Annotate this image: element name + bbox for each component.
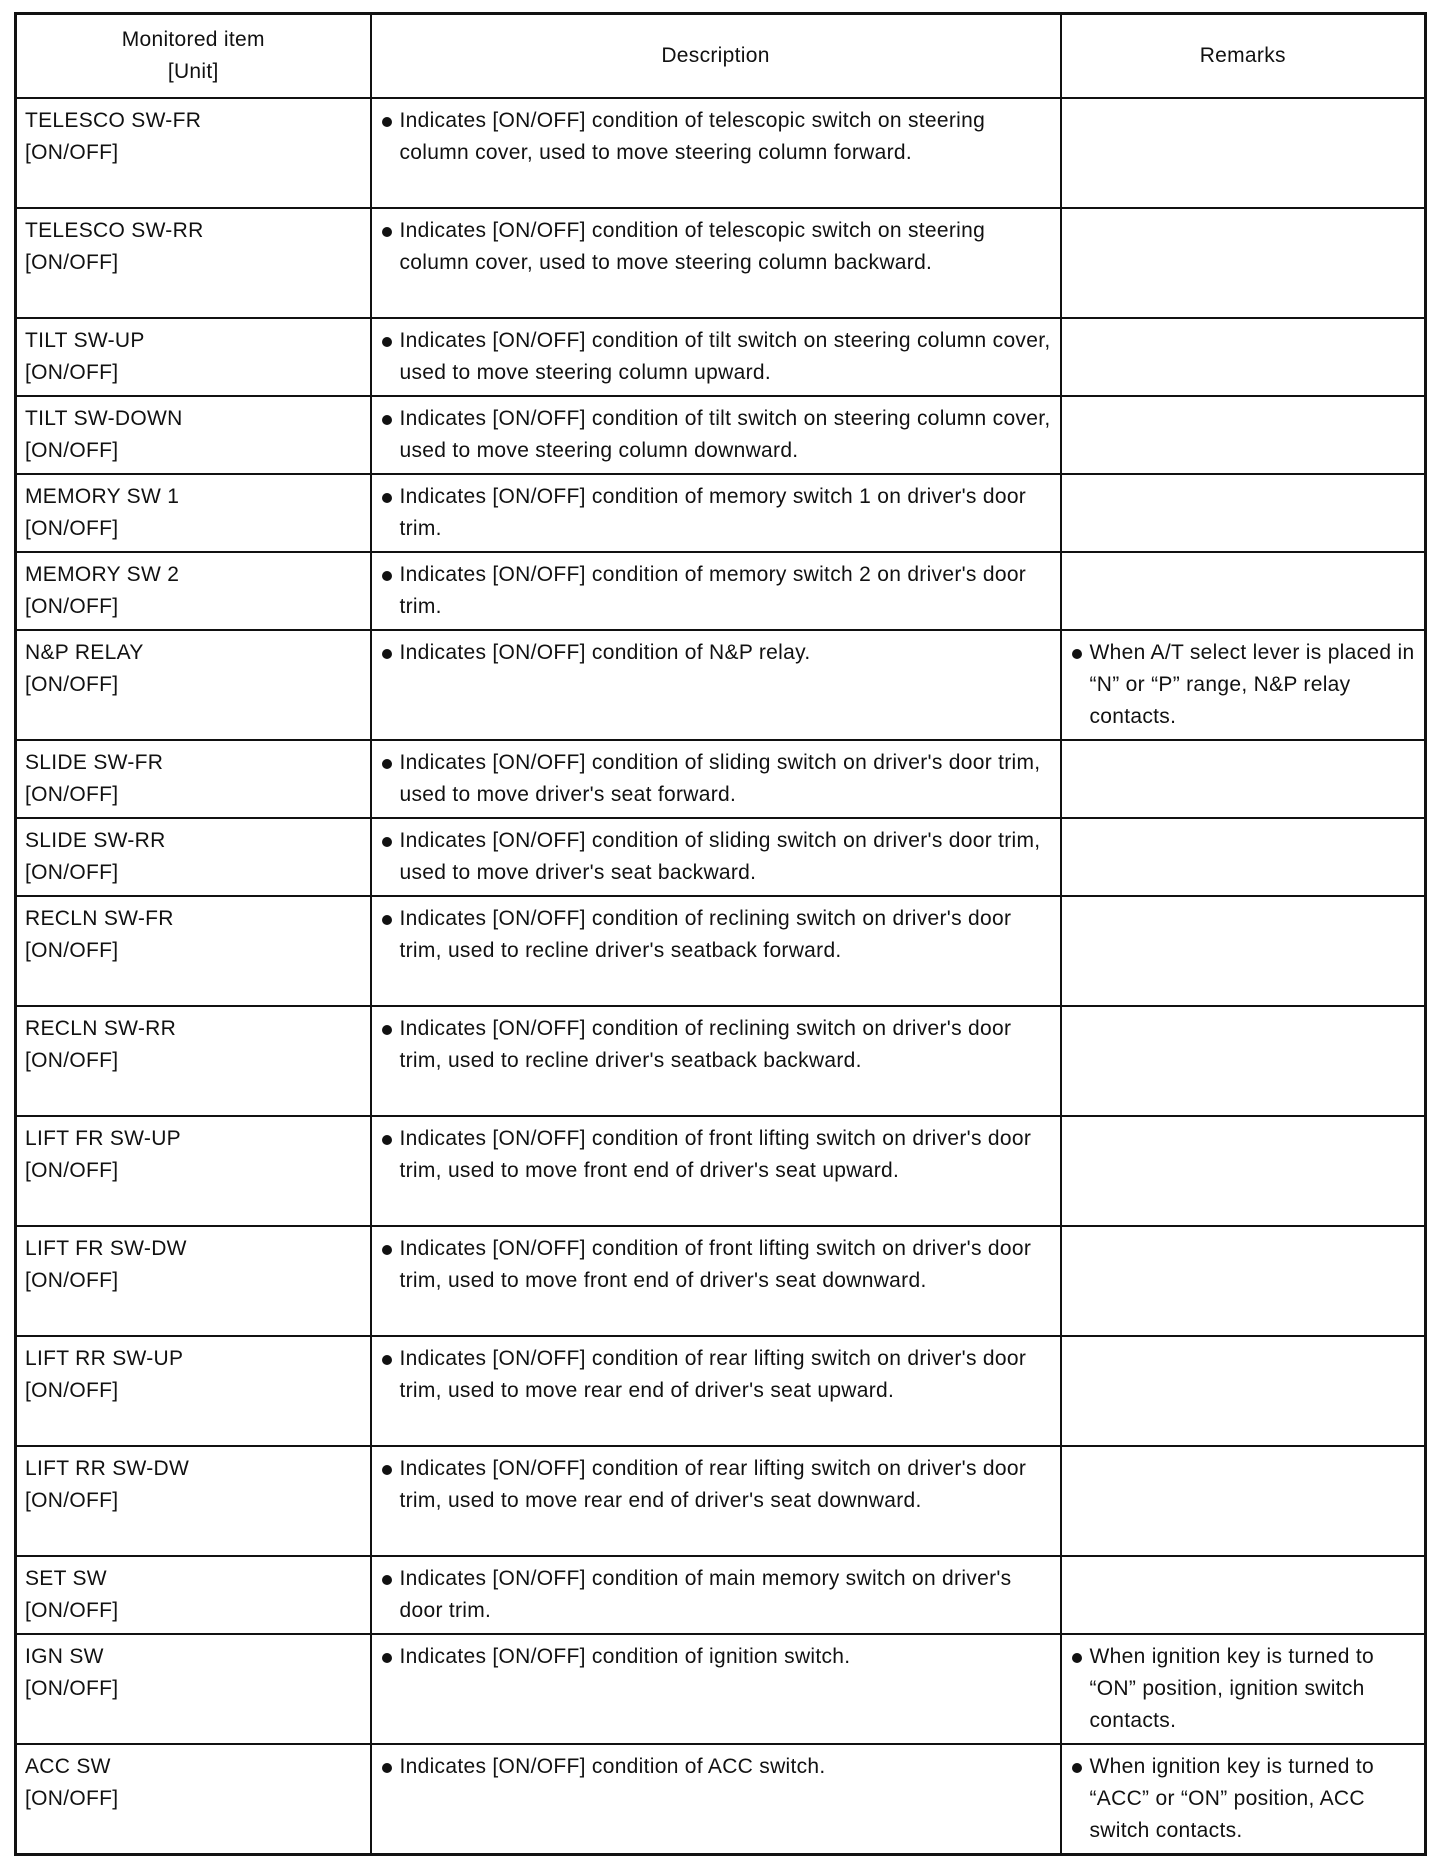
description-text: Indicates [ON/OFF] condition of rear lifting switch on driver's door trim, used to move rear end of driver's seat upward. xyxy=(380,1343,1052,1407)
table-row xyxy=(16,1116,1426,1226)
item-cell xyxy=(16,1634,371,1744)
remarks-cell xyxy=(1061,1006,1426,1116)
table-row xyxy=(16,208,1426,318)
header-item-label: Monitored item xyxy=(121,28,265,51)
description-cell xyxy=(371,1336,1061,1446)
table-row xyxy=(16,630,1426,740)
item-name: LIFT FR SW-DW xyxy=(25,1237,187,1260)
item-unit: [ON/OFF] xyxy=(25,595,119,618)
item-unit: [ON/OFF] xyxy=(25,783,119,806)
item-name: TELESCO SW-FR xyxy=(25,109,202,132)
header-unit-label: [Unit] xyxy=(167,60,219,83)
description-text: Indicates [ON/OFF] condition of memory switch 2 on driver's door trim. xyxy=(380,559,1052,623)
header-remarks: Remarks xyxy=(1061,14,1426,99)
item-name: SLIDE SW-FR xyxy=(25,751,164,774)
item-unit: [ON/OFF] xyxy=(25,939,119,962)
item-unit: [ON/OFF] xyxy=(25,1379,119,1402)
table-row xyxy=(16,98,1426,208)
description-text: Indicates [ON/OFF] condition of memory switch 1 on driver's door trim. xyxy=(380,481,1052,545)
item-unit: [ON/OFF] xyxy=(25,1269,119,1292)
remarks-cell xyxy=(1061,1336,1426,1446)
description-cell xyxy=(371,1634,1061,1744)
table-row xyxy=(16,1556,1426,1634)
description-text: Indicates [ON/OFF] condition of N&P relay. xyxy=(380,637,1052,669)
table-row xyxy=(16,1006,1426,1116)
item-name: IGN SW xyxy=(25,1645,104,1668)
item-cell xyxy=(16,396,371,474)
description-cell xyxy=(371,1556,1061,1634)
item-cell xyxy=(16,630,371,740)
description-text: Indicates [ON/OFF] condition of main memory switch on driver's door trim. xyxy=(380,1563,1052,1627)
item-name: MEMORY SW 1 xyxy=(25,485,180,508)
description-text: Indicates [ON/OFF] condition of tilt switch on steering column cover, used to move steering column downward. xyxy=(380,403,1052,467)
item-name: TILT SW-UP xyxy=(25,329,145,352)
table-row xyxy=(16,740,1426,818)
item-unit: [ON/OFF] xyxy=(25,439,119,462)
item-name: SET SW xyxy=(25,1567,107,1590)
description-cell xyxy=(371,396,1061,474)
description-cell xyxy=(371,818,1061,896)
remarks-cell xyxy=(1061,740,1426,818)
item-unit: [ON/OFF] xyxy=(25,1677,119,1700)
description-cell xyxy=(371,1744,1061,1855)
header-description: Description xyxy=(371,14,1061,99)
item-cell xyxy=(16,896,371,1006)
item-unit: [ON/OFF] xyxy=(25,517,119,540)
item-name: MEMORY SW 2 xyxy=(25,563,180,586)
remarks-cell xyxy=(1061,1744,1426,1855)
description-text: Indicates [ON/OFF] condition of telescopic switch on steering column cover, used to move steering column forward. xyxy=(380,105,1052,169)
remarks-cell xyxy=(1061,208,1426,318)
description-text: Indicates [ON/OFF] condition of front lifting switch on driver's door trim, used to move front end of driver's seat downward. xyxy=(380,1233,1052,1297)
description-cell xyxy=(371,208,1061,318)
remarks-cell xyxy=(1061,396,1426,474)
data-monitor-table xyxy=(14,12,1427,1856)
table-row xyxy=(16,552,1426,630)
item-cell xyxy=(16,208,371,318)
item-cell xyxy=(16,1226,371,1336)
description-cell xyxy=(371,896,1061,1006)
item-cell xyxy=(16,1116,371,1226)
item-unit: [ON/OFF] xyxy=(25,1787,119,1810)
remarks-text: When ignition key is turned to “ACC” or “ON” position, ACC switch contacts. xyxy=(1070,1751,1417,1847)
table-row xyxy=(16,1744,1426,1855)
item-name: LIFT RR SW-UP xyxy=(25,1347,184,1370)
item-cell xyxy=(16,1556,371,1634)
description-text: Indicates [ON/OFF] condition of rear lifting switch on driver's door trim, used to move rear end of driver's seat downward. xyxy=(380,1453,1052,1517)
item-unit: [ON/OFF] xyxy=(25,361,119,384)
item-unit: [ON/OFF] xyxy=(25,1159,119,1182)
item-name: ACC SW xyxy=(25,1755,111,1778)
remarks-text: When ignition key is turned to “ON” position, ignition switch contacts. xyxy=(1070,1641,1417,1737)
header-monitored-item xyxy=(16,14,371,99)
item-cell xyxy=(16,318,371,396)
description-cell xyxy=(371,630,1061,740)
item-unit: [ON/OFF] xyxy=(25,1049,119,1072)
table-row xyxy=(16,318,1426,396)
remarks-text: When A/T select lever is placed in “N” or “P” range, N&P relay contacts. xyxy=(1070,637,1417,733)
monitor-table-sheet xyxy=(14,12,1424,1856)
item-unit: [ON/OFF] xyxy=(25,251,119,274)
table-row xyxy=(16,1634,1426,1744)
table-row xyxy=(16,1336,1426,1446)
description-cell xyxy=(371,1006,1061,1116)
item-cell xyxy=(16,1006,371,1116)
description-cell xyxy=(371,474,1061,552)
item-name: N&P RELAY xyxy=(25,641,144,664)
table-row xyxy=(16,396,1426,474)
item-name: TELESCO SW-RR xyxy=(25,219,204,242)
table-row xyxy=(16,1226,1426,1336)
item-name: TILT SW-DOWN xyxy=(25,407,183,430)
description-text: Indicates [ON/OFF] condition of tilt switch on steering column cover, used to move steering column upward. xyxy=(380,325,1052,389)
description-text: Indicates [ON/OFF] condition of ACC switch. xyxy=(380,1751,1052,1783)
remarks-cell xyxy=(1061,896,1426,1006)
remarks-cell xyxy=(1061,630,1426,740)
item-cell xyxy=(16,1446,371,1556)
description-cell xyxy=(371,1446,1061,1556)
item-name: SLIDE SW-RR xyxy=(25,829,166,852)
item-cell xyxy=(16,98,371,208)
description-text: Indicates [ON/OFF] condition of reclining switch on driver's door trim, used to recline driver's seatback backward. xyxy=(380,1013,1052,1077)
item-name: RECLN SW-RR xyxy=(25,1017,177,1040)
item-cell xyxy=(16,1744,371,1855)
item-unit: [ON/OFF] xyxy=(25,673,119,696)
item-cell xyxy=(16,1336,371,1446)
table-header-row xyxy=(16,14,1426,99)
remarks-cell xyxy=(1061,818,1426,896)
item-cell xyxy=(16,474,371,552)
remarks-cell xyxy=(1061,318,1426,396)
remarks-cell xyxy=(1061,1446,1426,1556)
description-text: Indicates [ON/OFF] condition of sliding switch on driver's door trim, used to move driver's seat forward. xyxy=(380,747,1052,811)
table-row xyxy=(16,896,1426,1006)
item-name: LIFT FR SW-UP xyxy=(25,1127,181,1150)
remarks-cell xyxy=(1061,98,1426,208)
remarks-cell xyxy=(1061,1226,1426,1336)
item-unit: [ON/OFF] xyxy=(25,141,119,164)
item-cell xyxy=(16,552,371,630)
remarks-cell xyxy=(1061,1556,1426,1634)
remarks-cell xyxy=(1061,474,1426,552)
item-unit: [ON/OFF] xyxy=(25,861,119,884)
remarks-cell xyxy=(1061,552,1426,630)
item-cell xyxy=(16,740,371,818)
item-name: LIFT RR SW-DW xyxy=(25,1457,190,1480)
item-cell xyxy=(16,818,371,896)
description-cell xyxy=(371,98,1061,208)
description-text: Indicates [ON/OFF] condition of sliding switch on driver's door trim, used to move driver's seat backward. xyxy=(380,825,1052,889)
description-text: Indicates [ON/OFF] condition of front lifting switch on driver's door trim, used to move front end of driver's seat upward. xyxy=(380,1123,1052,1187)
item-unit: [ON/OFF] xyxy=(25,1599,119,1622)
remarks-cell xyxy=(1061,1634,1426,1744)
description-text: Indicates [ON/OFF] condition of reclining switch on driver's door trim, used to recline driver's seatback forward. xyxy=(380,903,1052,967)
table-row xyxy=(16,1446,1426,1556)
item-name: RECLN SW-FR xyxy=(25,907,174,930)
description-text: Indicates [ON/OFF] condition of ignition switch. xyxy=(380,1641,1052,1673)
description-cell xyxy=(371,1116,1061,1226)
remarks-cell xyxy=(1061,1116,1426,1226)
description-cell xyxy=(371,740,1061,818)
description-text: Indicates [ON/OFF] condition of telescopic switch on steering column cover, used to move steering column backward. xyxy=(380,215,1052,279)
description-cell xyxy=(371,1226,1061,1336)
description-cell xyxy=(371,318,1061,396)
table-row xyxy=(16,818,1426,896)
table-row xyxy=(16,474,1426,552)
description-cell xyxy=(371,552,1061,630)
item-unit: [ON/OFF] xyxy=(25,1489,119,1512)
